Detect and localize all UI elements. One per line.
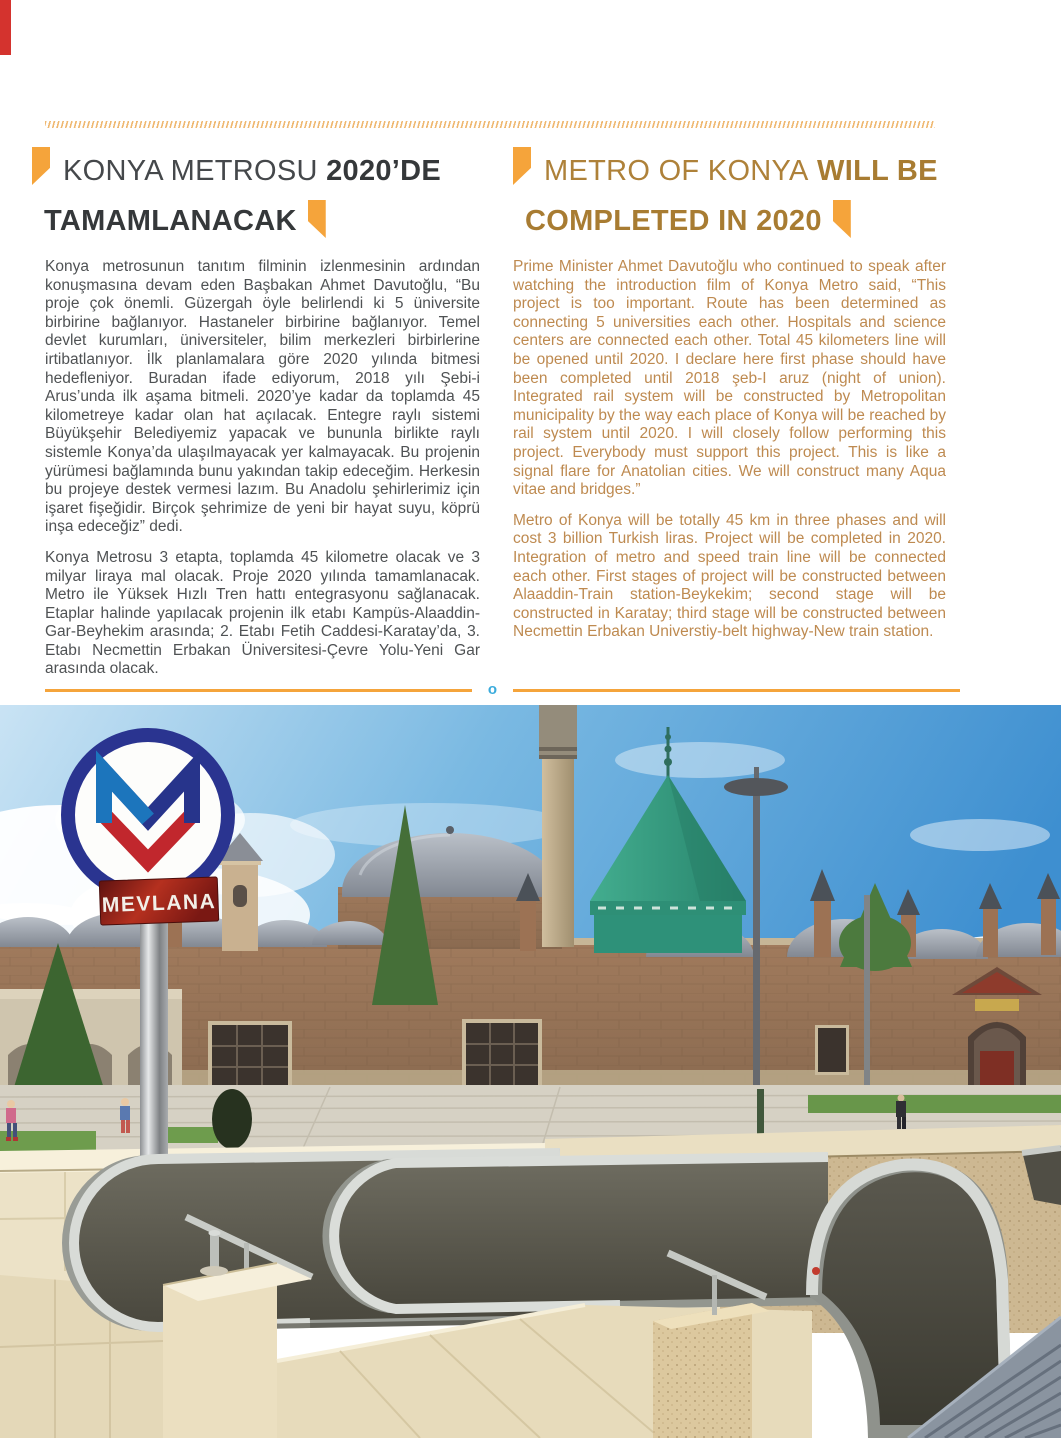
paragraph: Metro of Konya will be totally 45 km in three phases and will cost 3 billion Turkish liras. Project will be completed in 2020. Integration of metro and speed train line will be connected each other. First stages of project will be constructed between Alaaddin-Train station-Beykekim; second stage will be constructed in Karatay; third stage will be constructed between Necmettin Erbakan Universtiy-belt highway-New train station. — [513, 511, 946, 641]
title-open-mark-icon — [513, 147, 531, 185]
title-close-mark-icon — [833, 200, 851, 238]
hatched-divider-rule — [45, 121, 935, 128]
article-english-title — [513, 142, 960, 242]
title-regular: KONYA METROSU — [63, 155, 318, 187]
divider-line — [513, 689, 960, 692]
emergency-stop-button — [812, 1267, 820, 1275]
article-turkish-title — [32, 142, 480, 242]
article-turkish — [32, 142, 480, 691]
title-bold-line2: TAMAMLANACAK — [44, 205, 297, 237]
paragraph: Konya metrosunun tanıtım filminin izlenmesinin ardından konuşmasına devam eden Başbakan Ahmet Davutoğlu, “Bu proje çok önemli. Güzergah öyle belirlendi ki 5 üniversite birbirine bağlanıyor. Hastaneler birbirine bağlanıyor. Temel devlet kurumları, üniversiteler, bilim merkezleri birbirlerine irtibatlanıyor. İlk planlamalara göre 2020 yılında bitmesi hedefleniyor. Buradan ifade ediyorum, 2018 yılı Şebi-i Arus’unda ilk aşama bitmeli. 2020’ye kadar da toplamda 45 kilometreye kadar olan hat açılacak. Entegre raylı sistemi Büyükşehir Belediyemiz yapacak ve bununla birlikte raylı sistemle Konya’da ulaşılmayacak yer kalmayacak. Bu projenin yürümesi bağlamında bunu yakından takip edeceğim. Herkesin bu projeye destek vermesi lazım. Bu Anadolu şehirlerimiz için işaret fişeğidir. Birçok şehrimize de yeni bir hayat suyu, köprü inşa edeceğiz” dedi. — [45, 258, 480, 536]
title-bold: WILL BE — [817, 155, 938, 187]
title-bold-line2: COMPLETED IN 2020 — [525, 205, 822, 237]
title-open-mark-icon — [32, 147, 50, 185]
paragraph: Konya Metrosu 3 etapta, toplamda 45 kilometre olacak ve 3 milyar liraya mal olacak. Proje 2020 yılında tamamlanacak. Metro ile Yüksek Hızlı Tren hattı entegrasyonu sağlanacak. Etaplar halinde yapılacak projenin ilk etabı Kampüs-Alaaddin-Gar-Beyhekim arasında; 2. Etabı Fetih Caddesi-Karatay’da, 3. Etabı Necmettin Erbakan Üniversitesi-Çevre Yolu-Yeni Gar arasında olacak. — [45, 548, 480, 678]
article-english — [513, 142, 960, 642]
mevlana-sign-label: MEVLANA — [101, 890, 217, 917]
divider-ornament: o — [487, 681, 498, 698]
title-regular: METRO OF KONYA — [544, 155, 809, 187]
page-edge-tab — [0, 0, 11, 55]
metro-entrance-photo — [0, 705, 1061, 1438]
section-divider — [45, 681, 960, 699]
mevlana-sign-board — [99, 877, 218, 925]
divider-line — [45, 689, 472, 692]
title-bold: 2020’DE — [326, 155, 442, 187]
minaret — [539, 705, 577, 947]
title-close-mark-icon — [308, 200, 326, 238]
paragraph: Prime Minister Ahmet Davutoğlu who continued to speak after watching the introduction film of Konya Metro said, “This project is too important. Route has been determined as connecting 5 universities each other. Hospitals and science centers are connected each other. Total 45 kilometers line will be opened until 2020. I declare here first phase should have been completed until 2018 şeb-I aruz (night of union). Integrated rail system will be constructed by Metropolitan municipality by the way each place of Konya will be reached by rail system until 2020. I will closely follow performing this project. Everybody must support this project. This is like a signal flare for Anatolian cities. We will construct many Aqua vitae and bridges.” — [513, 258, 946, 499]
